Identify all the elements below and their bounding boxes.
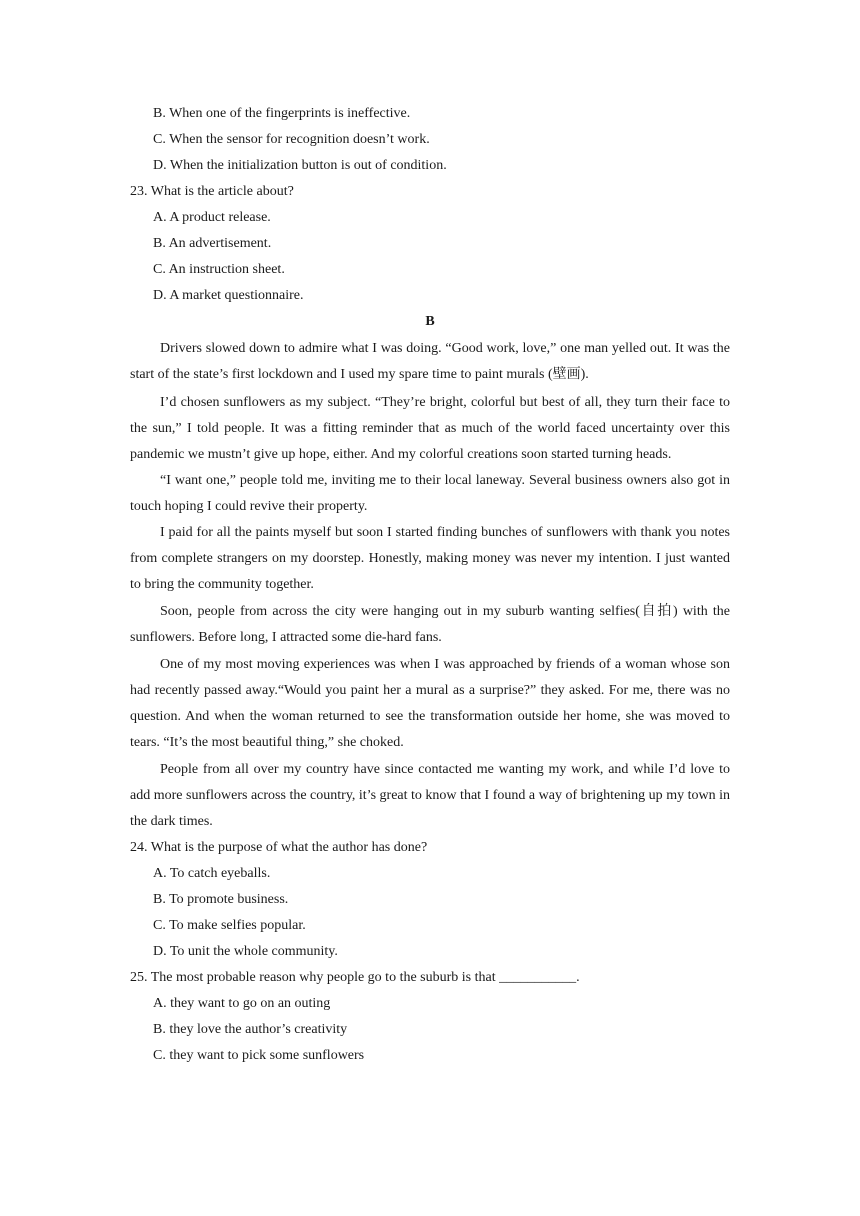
q23-option-a: A. A product release. <box>153 210 271 225</box>
q22-option-b: B. When one of the fingerprints is ineffective. <box>153 106 411 121</box>
q22-option-c: C. When the sensor for recognition doesn’t work. <box>153 132 430 147</box>
q24-option-c: C. To make selfies popular. <box>153 918 306 933</box>
q24-option-d: D. To unit the whole community. <box>153 944 338 959</box>
q22-option-d: D. When the initialization button is out of condition. <box>153 158 447 173</box>
q25-stem: 25. The most probable reason why people go to the suburb is that ___________. <box>130 970 580 985</box>
q24-option-a: A. To catch eyeballs. <box>153 866 271 881</box>
passage-paragraph: I’d chosen sunflowers as my subject. “They’re bright, colorful but best of all, they turn their face to the sun,” I told people. It was a fitting reminder that as much of the world faced uncertainty over this pandemic we mustn’t give up hope, either. And my colorful creations soon started turning heads. <box>130 395 730 462</box>
exam-page <box>130 101 730 1069</box>
passage-paragraph: People from all over my country have since contacted me wanting my work, and while I’d love to add more sunflowers across the country, it’s great to know that I found a way of brightening up my town in the dark times. <box>130 762 730 829</box>
passage-paragraph: Soon, people from across the city were hanging out in my suburb wanting selfies(自拍) with the sunflowers. Before long, I attracted some die-hard fans. <box>130 604 730 645</box>
q25-option-b: B. they love the author’s creativity <box>153 1022 348 1037</box>
passage-paragraph: “I want one,” people told me, inviting me to their local laneway. Several business owners also got in touch hoping I could revive their property. <box>130 473 730 514</box>
q23-stem: 23. What is the article about? <box>130 184 294 199</box>
q23-option-b: B. An advertisement. <box>153 236 272 251</box>
q25-option-a: A. they want to go on an outing <box>153 996 331 1011</box>
passage-paragraph: Drivers slowed down to admire what I was doing. “Good work, love,” one man yelled out. It was the start of the state’s first lockdown and I used my spare time to paint murals (壁画). <box>130 341 730 382</box>
q24-option-b: B. To promote business. <box>153 892 289 907</box>
q25-option-c: C. they want to pick some sunflowers <box>153 1048 365 1063</box>
q23-option-d: D. A market questionnaire. <box>153 288 304 303</box>
passage-paragraph: One of my most moving experiences was when I was approached by friends of a woman whose son had recently passed away.“Would you paint her a mural as a surprise?” they asked. For me, there was no question. And when the woman returned to see the transformation outside her home, she was moved to tears. “It’s the most beautiful thing,” she choked. <box>130 657 730 750</box>
section-title: B <box>425 314 435 329</box>
q24-stem: 24. What is the purpose of what the author has done? <box>130 840 428 855</box>
passage-paragraph: I paid for all the paints myself but soon I started finding bunches of sunflowers with thank you notes from complete strangers on my doorstep. Honestly, making money was never my intention. I just wanted to bring the community together. <box>130 525 730 592</box>
q23-option-c: C. An instruction sheet. <box>153 262 285 277</box>
